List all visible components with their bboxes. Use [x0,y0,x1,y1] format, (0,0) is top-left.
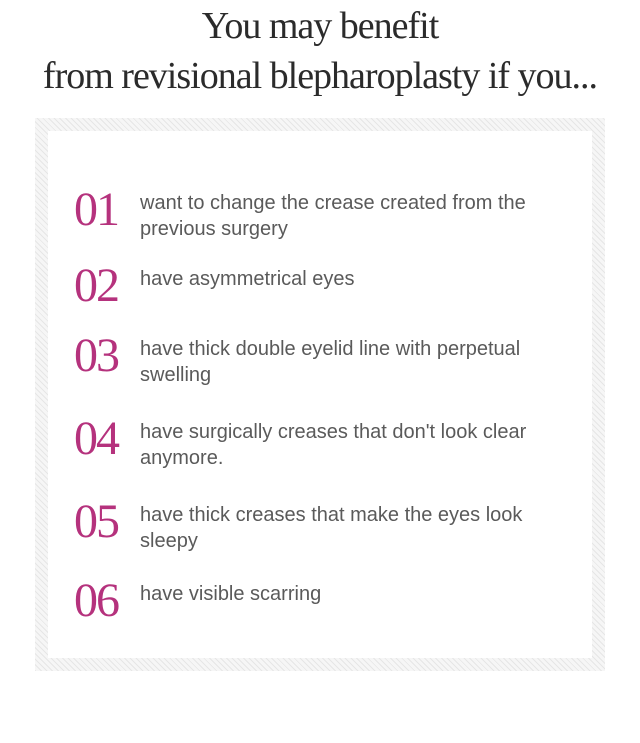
item-number: 04 [74,412,118,465]
item-text: have thick creases that make the eyes look sleepy [140,504,523,552]
item-number: 06 [74,574,118,627]
item-number: 02 [74,259,118,312]
item-number: 03 [74,329,118,382]
list-card [48,131,592,658]
item-number: 05 [74,495,118,548]
heading-line-2: from revisional blepharoplasty if you... [42,55,598,97]
item-text: have asymmetrical eyes [140,268,355,290]
item-text: have visible scarring [140,583,322,605]
heading-line-1: You may benefit [201,5,439,47]
item-text: have thick double eyelid line with perpetual swelling [140,338,521,386]
item-text: want to change the crease created from the previous surgery [140,192,526,240]
list-frame [35,118,605,671]
item-number: 01 [74,183,118,236]
item-text: have surgically creases that don't look clear anymore. [140,421,527,469]
